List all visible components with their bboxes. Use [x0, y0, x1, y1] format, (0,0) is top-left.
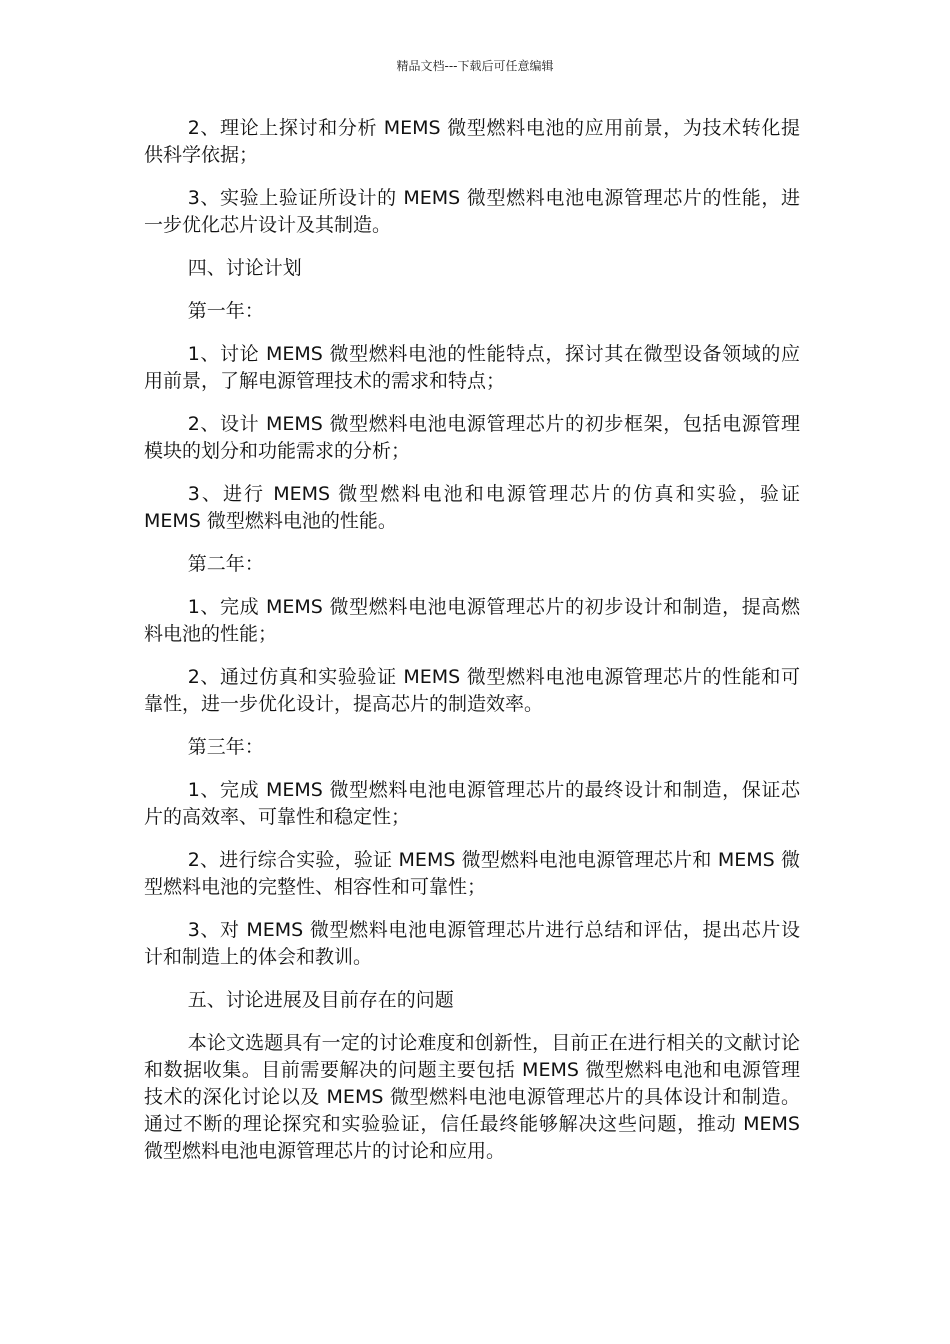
paragraph-objective-3: 3、实验上验证所设计的 MEMS 微型燃料电池电源管理芯片的性能，进一步优化芯片设计及其制造。 [144, 187, 800, 236]
paragraph-year3-item3: 3、对 MEMS 微型燃料电池电源管理芯片进行总结和评估，提出芯片设计和制造上的体会和教训。 [144, 919, 800, 968]
section-heading-progress: 五、讨论进展及目前存在的问题 [187, 989, 454, 1011]
section-heading-plan: 四、讨论计划 [187, 257, 302, 279]
paragraph-year2-item2: 2、通过仿真和实验验证 MEMS 微型燃料电池电源管理芯片的性能和可靠性，进一步优化设计，提高芯片的制造效率。 [144, 666, 800, 715]
year-heading-first: 第一年： [187, 300, 264, 322]
paragraph-progress-body: 本论文选题具有一定的讨论难度和创新性，目前正在进行相关的文献讨论和数据收集。目前需要解决的问题主要包括 MEMS 微型燃料电池和电源管理技术的深化讨论以及 MEMS 微型燃料电池电源管理芯片的具体设计和制造。通过不断的理论探究和实验验证，信任最终能够解决这些问题，推动 MEMS 微型燃料电池电源管理芯片的讨论和应用。 [144, 1032, 800, 1162]
paragraph-year2-item1: 1、完成 MEMS 微型燃料电池电源管理芯片的初步设计和制造，提高燃料电池的性能； [144, 596, 800, 645]
paragraph-year1-item3: 3、进行 MEMS 微型燃料电池和电源管理芯片的仿真和实验，验证 MEMS 微型燃料电池的性能。 [144, 483, 800, 532]
document-body [144, 115, 800, 1181]
year-heading-second: 第二年： [187, 553, 264, 575]
year-heading-third: 第三年： [187, 736, 264, 758]
paragraph-year3-item1: 1、完成 MEMS 微型燃料电池电源管理芯片的最终设计和制造，保证芯片的高效率、可靠性和稳定性； [144, 779, 800, 828]
paragraph-year1-item1: 1、讨论 MEMS 微型燃料电池的性能特点，探讨其在微型设备领域的应用前景，了解电源管理技术的需求和特点； [144, 343, 800, 392]
paragraph-year1-item2: 2、设计 MEMS 微型燃料电池电源管理芯片的初步框架，包括电源管理模块的划分和功能需求的分析； [144, 413, 800, 462]
page-header: 精品文档---下载后可任意编辑 [396, 59, 554, 73]
paragraph-objective-2: 2、理论上探讨和分析 MEMS 微型燃料电池的应用前景，为技术转化提供科学依据； [144, 117, 800, 166]
paragraph-year3-item2: 2、进行综合实验，验证 MEMS 微型燃料电池电源管理芯片和 MEMS 微型燃料电池的完整性、相容性和可靠性； [144, 849, 800, 898]
